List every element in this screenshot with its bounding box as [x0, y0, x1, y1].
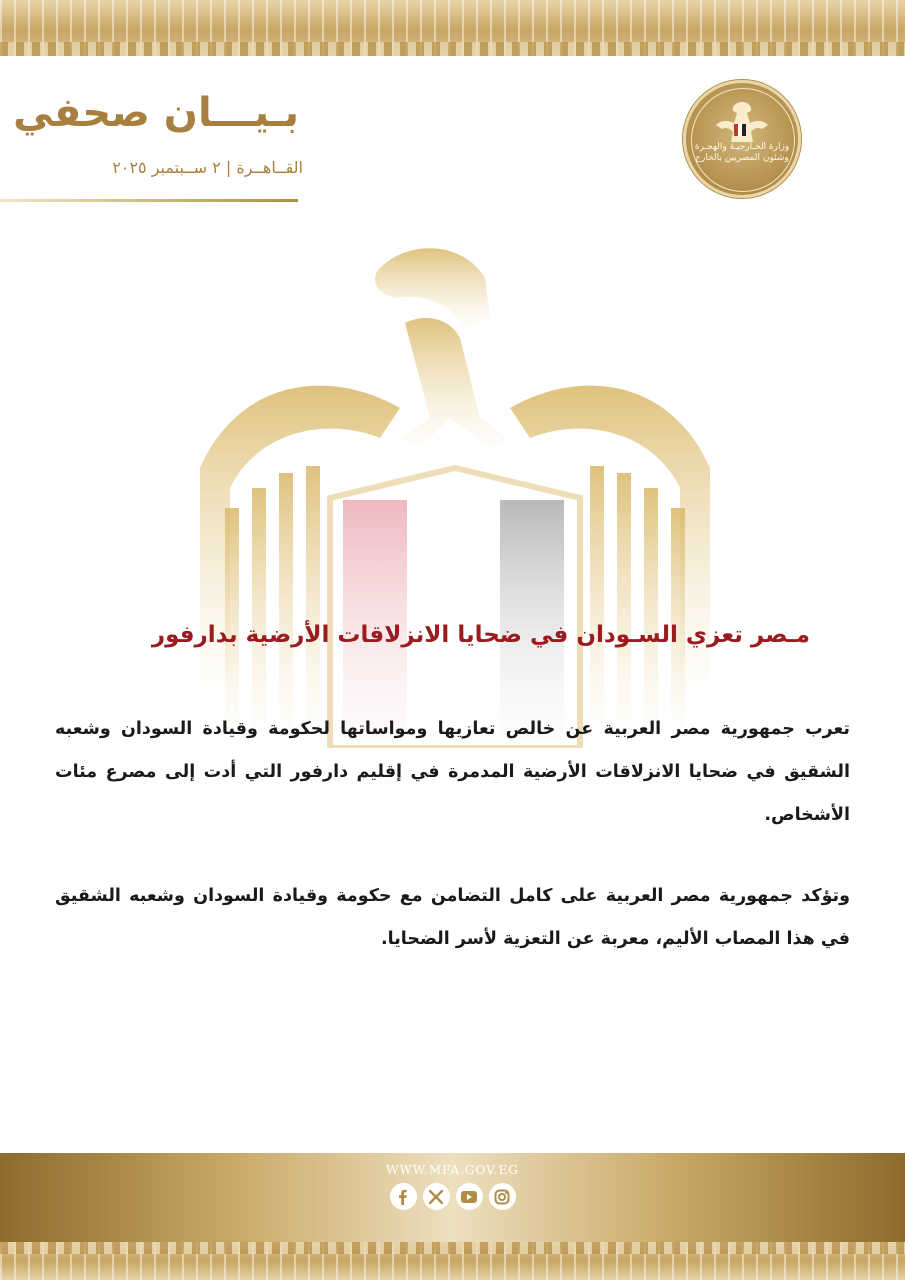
- seal-text: وزارة الخـارجيـة والهجـرة وشئون المصريين بالخارج: [694, 142, 790, 163]
- instagram-icon[interactable]: [489, 1183, 516, 1210]
- ministry-seal: [683, 80, 801, 198]
- bottom-decorative-border: [0, 1242, 905, 1280]
- top-decorative-border: [0, 0, 905, 56]
- statement-paragraph-1: تعرب جمهورية مصر العربية عن خالص تعازيها ومواساتها لحكومة وقيادة السودان وشعبه الشقيق في ضحايا الانزلاقات الأرضية المدمرة في إقليم دارفور التي أدت إلى مصرع مئات الأشخاص.: [55, 719, 850, 825]
- date-line: القــاهــرة | ٢ ســبتمبر ٢٠٢٥: [112, 158, 303, 177]
- eagle-emblem-icon: [683, 80, 801, 198]
- facebook-icon[interactable]: [390, 1183, 417, 1210]
- youtube-icon[interactable]: [456, 1183, 483, 1210]
- header-divider: [0, 199, 298, 202]
- statement-paragraph-2: وتؤكد جمهورية مصر العربية على كامل التضامن مع حكومة وقيادة السودان وشعبه الشقيق في هذا المصاب الأليم، معربة عن التعزية لأسر الضحايا.: [55, 886, 850, 949]
- page-title: بـيـــان صحفي: [13, 90, 299, 136]
- eagle-watermark-icon: [180, 228, 730, 748]
- statement-headline: مـصر تعزي السـودان في ضحايا الانزلاقات الأرضية بدارفور: [151, 622, 810, 648]
- website-link[interactable]: WWW.MFA.GOV.EG: [386, 1163, 519, 1177]
- x-icon[interactable]: [423, 1183, 450, 1210]
- social-links: [0, 1183, 905, 1210]
